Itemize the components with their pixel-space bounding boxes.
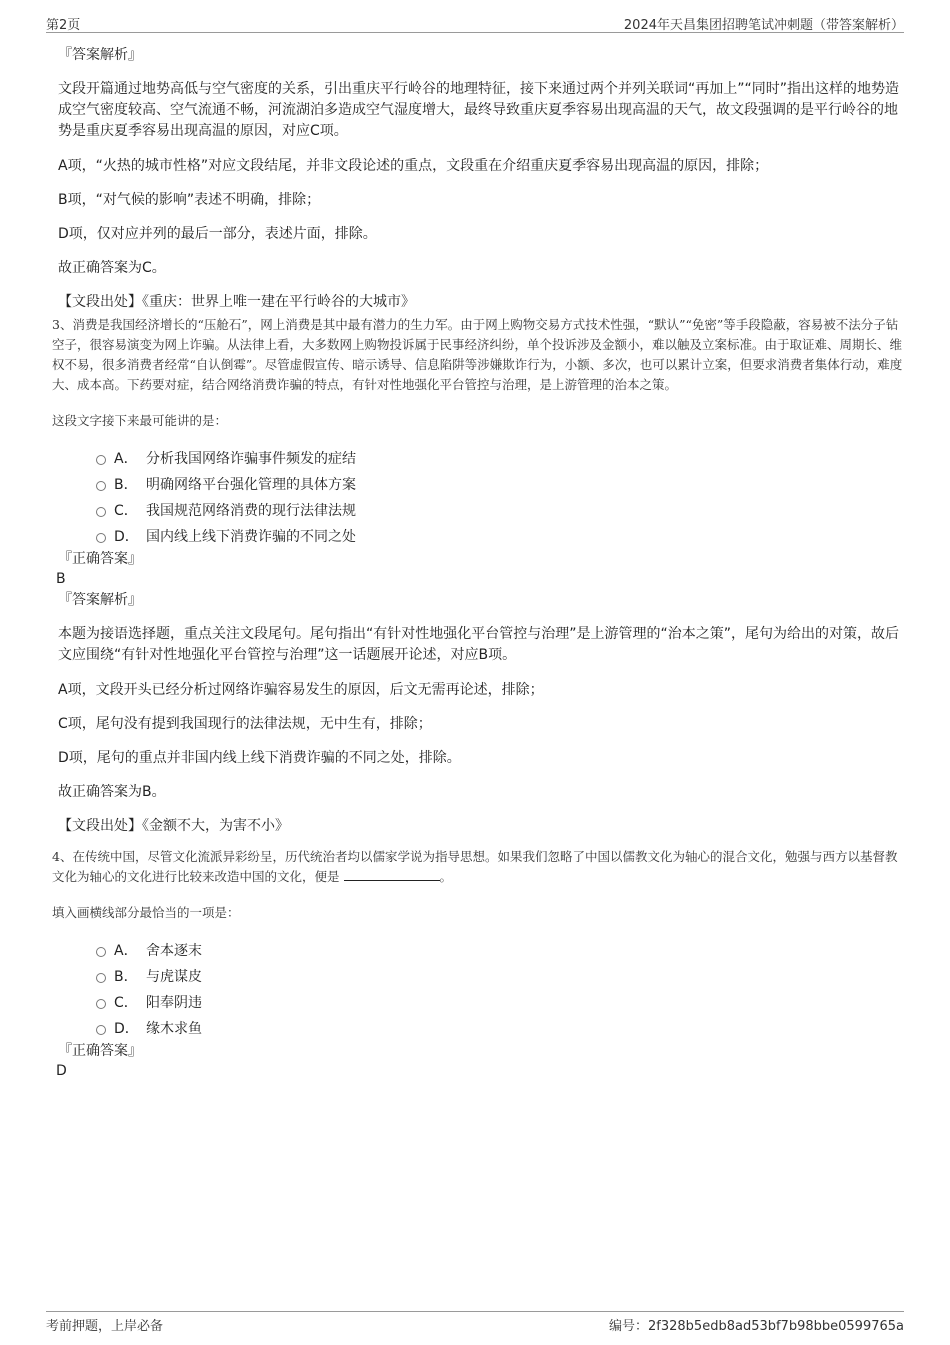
option-text: 阳奉阴违	[146, 995, 202, 1011]
q2-option-a-note: A项，“火热的城市性格”对应文段结尾，并非文段论述的重点，文段重在介绍重庆夏季容易出现高温的原因，排除；	[58, 158, 769, 174]
q3-question-text: 3、消费是我国经济增长的“压舱石”，网上消费是其中最有潜力的生力军。由于网上购物交易方式技术性强，“默认”“免密”等手段隐蔽，容易被不法分子钻空子，很容易演变为网上诈骗。从法律上看，大多数网上购物投诉属于民事经济纠纷，单个投诉涉及金额小，难以触及立案标准。由于取证难、周期长、维权不易，很多消费者经常“自认倒霉”。尽管虚假宣传、暗示诱导、信息陷阱等涉嫌欺诈行为，小额、多次，也可以累计立案，但要求消费者集体行动，难度大、成本高。下药要对症，结合网络消费诈骗的特点，有针对性地强化平台管控与治理，是上游管理的治本之策。	[52, 317, 903, 392]
q2-analysis: 文段开篇通过地势高低与空气密度的关系，引出重庆平行岭谷的地理特征，接下来通过两个并列关联词“再加上”“同时”指出这样的地势造成空气密度较高、空气流通不畅，河流湖泊多造成空气湿度增大，最终导致重庆夏季容易出现高温的天气，故文段强调的是平行岭谷的地势是重庆夏季容易出现高温的原因，对应C项。	[58, 81, 900, 139]
document-id: 编号：2f328b5edb8ad53bf7b98bbe0599765a	[609, 1319, 904, 1334]
q2-option-d-note: D项，仅对应并列的最后一部分，表述片面，排除。	[58, 226, 377, 242]
fill-in-blank	[344, 868, 440, 881]
footer-slogan: 考前押题，上岸必备	[46, 1319, 164, 1334]
option-text: 缘木求鱼	[146, 1021, 202, 1037]
q4-prompt: 填入画横线部分最恰当的一项是：	[52, 905, 240, 920]
option-letter: B．	[114, 477, 138, 493]
q4-option-d[interactable]	[96, 1015, 904, 1041]
q3-source: 【文段出处】《金额不大，为害不小》	[58, 818, 289, 834]
main-content	[52, 42, 904, 1081]
q2-source: 【文段出处】《重庆：世界上唯一建在平行岭谷的大城市》	[58, 294, 415, 310]
radio-button-icon[interactable]	[96, 947, 106, 957]
q2-analysis-label: 『答案解析』	[58, 47, 142, 63]
radio-button-icon[interactable]	[96, 1025, 106, 1035]
radio-button-icon[interactable]	[96, 481, 106, 491]
option-text: 舍本逐末	[146, 943, 202, 959]
q4-question-after: 。	[439, 869, 453, 884]
option-letter: C．	[114, 995, 138, 1011]
q3-prompt: 这段文字接下来最可能讲的是：	[52, 413, 228, 428]
q2-conclusion: 故正确答案为C。	[58, 260, 166, 276]
radio-button-icon[interactable]	[96, 533, 106, 543]
option-letter: D．	[114, 1021, 139, 1037]
option-text: 分析我国网络诈骗事件频发的症结	[146, 451, 356, 467]
q2-option-b-note: B项，“对气候的影响”表述不明确，排除；	[58, 192, 321, 208]
q3-answer: B	[56, 571, 66, 587]
q4-option-a[interactable]	[96, 937, 904, 963]
document-title: 2024年天昌集团招聘笔试冲刺题（带答案解析）	[623, 18, 904, 33]
page-footer	[46, 1311, 904, 1336]
q3-option-d[interactable]	[96, 523, 904, 549]
q4-options	[96, 937, 904, 1041]
q3-options	[96, 445, 904, 549]
q3-conclusion: 故正确答案为B。	[58, 784, 166, 800]
q4-question-text	[52, 847, 904, 887]
q4-question-before: 4、在传统中国，尽管文化流派异彩纷呈，历代统治者均以儒家学说为指导思想。如果我们忽略了中国以儒教文化为轴心的混合文化，勉强与西方以基督教文化为轴心的文化进行比较来改造中国的文化，便是	[52, 849, 898, 884]
q3-option-c[interactable]	[96, 497, 904, 523]
option-letter: A．	[114, 943, 138, 959]
q4-answer: D	[56, 1063, 67, 1079]
q4-option-c[interactable]	[96, 989, 904, 1015]
option-letter: B．	[114, 969, 138, 985]
q3-option-a-note: A项，文段开头已经分析过网络诈骗容易发生的原因，后文无需再论述，排除；	[58, 682, 544, 698]
q3-option-c-note: C项，尾句没有提到我国现行的法律法规，无中生有，排除；	[58, 716, 432, 732]
option-text: 国内线上线下消费诈骗的不同之处	[146, 529, 356, 545]
q4-answer-label: 『正确答案』	[58, 1043, 142, 1059]
option-text: 与虎谋皮	[146, 969, 202, 985]
page-number: 第2页	[46, 18, 81, 33]
q3-analysis: 本题为接语选择题，重点关注文段尾句。尾句指出“有针对性地强化平台管控与治理”是上游管理的“治本之策”，尾句为给出的对策，故后文应围绕“有针对性地强化平台管控与治理”这一话题展开论述，对应B项。	[58, 626, 900, 663]
option-letter: A．	[114, 451, 138, 467]
page-header	[46, 12, 904, 33]
q3-option-a[interactable]	[96, 445, 904, 471]
option-letter: D．	[114, 529, 139, 545]
q3-answer-label: 『正确答案』	[58, 551, 142, 567]
option-text: 我国规范网络消费的现行法律法规	[146, 503, 356, 519]
q3-option-b[interactable]	[96, 471, 904, 497]
radio-button-icon[interactable]	[96, 973, 106, 983]
q3-option-d-note: D项，尾句的重点并非国内线上线下消费诈骗的不同之处，排除。	[58, 750, 461, 766]
option-text: 明确网络平台强化管理的具体方案	[146, 477, 356, 493]
radio-button-icon[interactable]	[96, 455, 106, 465]
radio-button-icon[interactable]	[96, 507, 106, 517]
q4-option-b[interactable]	[96, 963, 904, 989]
q3-analysis-label: 『答案解析』	[58, 592, 142, 608]
radio-button-icon[interactable]	[96, 999, 106, 1009]
option-letter: C．	[114, 503, 138, 519]
